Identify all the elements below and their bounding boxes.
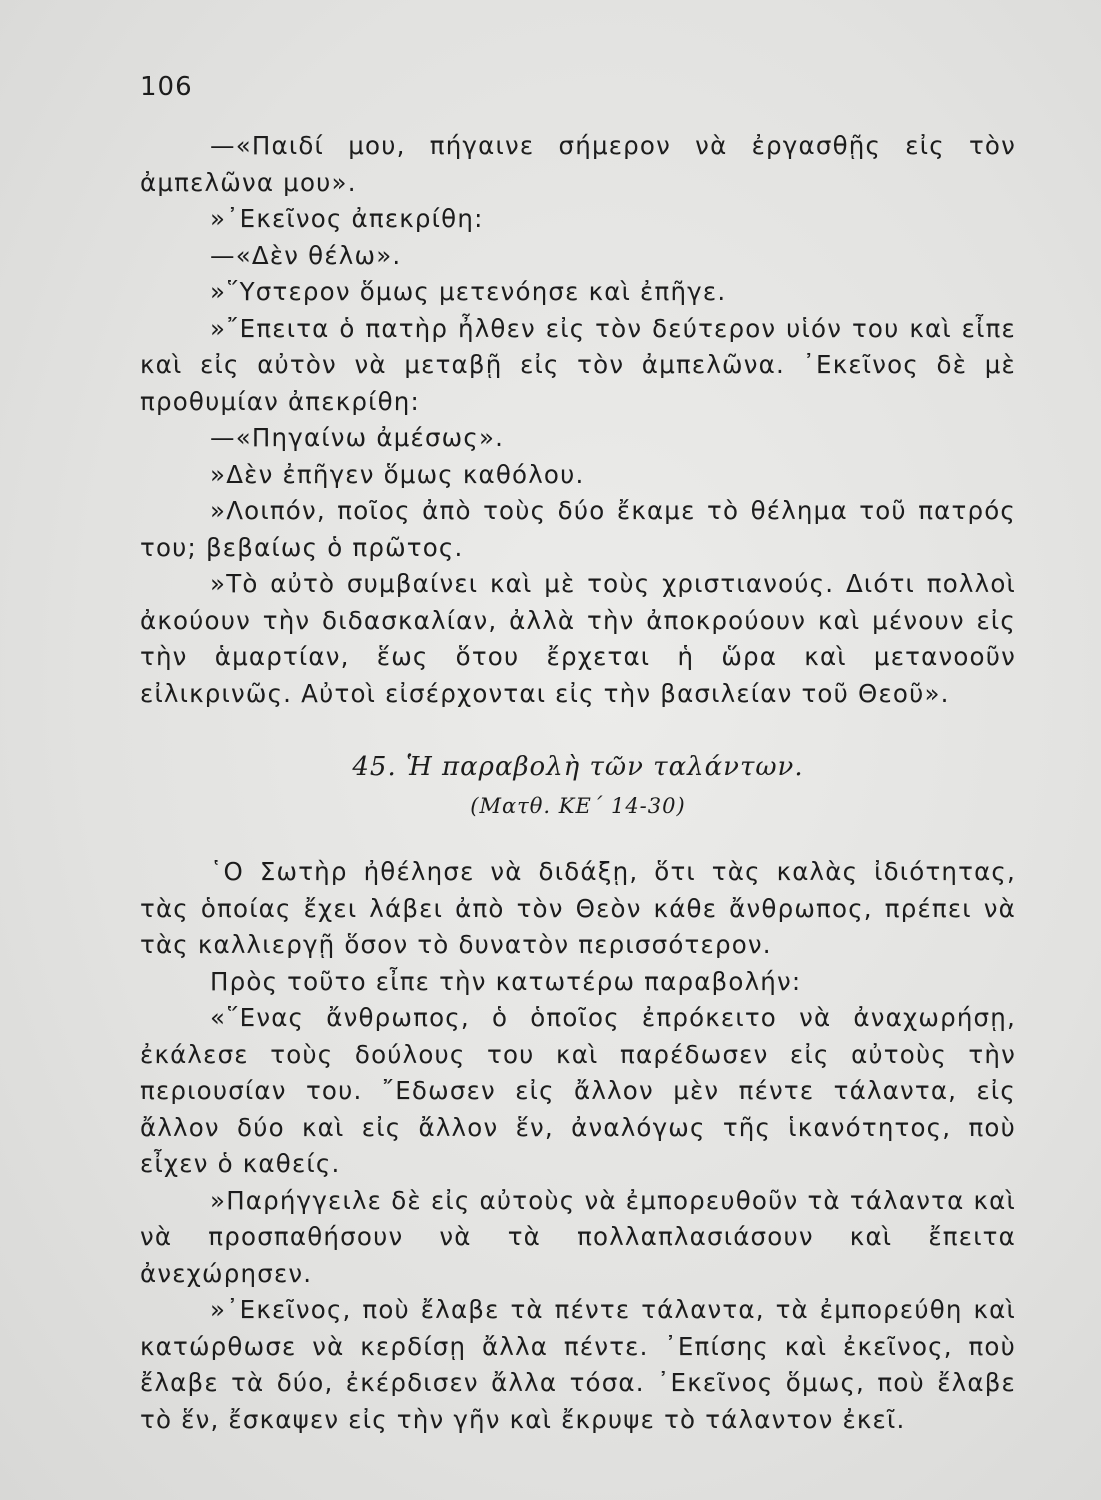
paragraph: »῎Επειτα ὁ πατὴρ ἦλθεν εἰς τὸν δεύτερον υἱόν του καὶ εἶπε καὶ εἰς αὐτὸν νὰ μεταβῇ εἰς τὸν ἀμπελῶνα. ᾿Εκεῖνος δὲ μὲ προθυμίαν ἀπεκρίθη: — [140, 313, 1016, 416]
paragraph: »Παρήγγειλε δὲ εἰς αὐτοὺς νὰ ἐμπορευθοῦν τὰ τάλαντα καὶ νὰ προσπαθήσουν νὰ τὰ πολλαπλασιάσουν καὶ ἔπειτα ἀνεχώρησεν. — [140, 1185, 1016, 1288]
page-number: 106 — [140, 72, 193, 102]
paragraph: »Λοιπόν, ποῖος ἀπὸ τοὺς δύο ἔκαμε τὸ θέλημα τοῦ πατρός του; βεβαίως ὁ πρῶτος. — [140, 496, 1016, 562]
paragraph: —«Δὲν θέλω». — [210, 240, 402, 270]
paragraph: »Δὲν ἐπῆγεν ὅμως καθόλου. — [210, 459, 585, 489]
section-heading: 45. Ἡ παραβολὴ τῶν ταλάντων. — [352, 752, 804, 782]
paragraph: »᾿Εκεῖνος, ποὺ ἔλαβε τὰ πέντε τάλαντα, τὰ ἐμπορεύθη καὶ κατώρθωσε νὰ κερδίσῃ ἄλλα πέντε. ᾿Επίσης καὶ ἐκεῖνος, ποὺ ἔλαβε τὰ δύο, ἐκέρδισεν ἄλλα τόσα. ᾿Εκεῖνος ὅμως, ποὺ ἔλαβε τὸ ἕν, ἔσκαψεν εἰς τὴν γῆν καὶ ἔκρυψε τὸ τάλαντον ἐκεῖ. — [140, 1295, 1016, 1434]
story-text-parable-talents — [140, 854, 1016, 1438]
story-text-parable-two-sons — [140, 128, 1016, 712]
paragraph: »Τὸ αὐτὸ συμβαίνει καὶ μὲ τοὺς χριστιανούς. Διότι πολλοὶ ἀκούουν τὴν διδασκαλίαν, ἀλλὰ τὴν ἀποκρούουν καὶ μένουν εἰς τὴν ἁμαρτίαν, ἕως ὅτου ἔρχεται ἡ ὥρα καὶ μετανοοῦν εἰλικρινῶς. Αὐτοὶ εἰσέρχονται εἰς τὴν βασιλείαν τοῦ Θεοῦ». — [140, 569, 1016, 708]
paragraph: «῞Ενας ἄνθρωπος, ὁ ὁποῖος ἐπρόκειτο νὰ ἀναχωρήσῃ, ἐκάλεσε τοὺς δούλους του καὶ παρέδωσεν εἰς αὐτοὺς τὴν περιουσίαν του. ῎Εδωσεν εἰς ἄλλον μὲν πέντε τάλαντα, εἰς ἄλλον δύο καὶ εἰς ἄλλον ἕν, ἀναλόγως τῆς ἱκανότητος, ποὺ εἶχεν ὁ καθείς. — [140, 1003, 1016, 1178]
paragraph: —«Παιδί μου, πήγαινε σήμερον νὰ ἐργασθῇς εἰς τὸν ἀμπελῶνα μου». — [140, 131, 1016, 197]
paragraph: ῾Ο Σωτὴρ ἠθέλησε νὰ διδάξῃ, ὅτι τὰς καλὰς ἰδιότητας, τὰς ὁποίας ἔχει λάβει ἀπὸ τὸν Θεὸν κάθε ἄνθρωπος, πρέπει νὰ τὰς καλλιεργῇ ὅσον τὸ δυνατὸν περισσότερον. — [140, 857, 1016, 959]
paragraph: »῞Υστερον ὅμως μετενόησε καὶ ἐπῆγε. — [210, 277, 727, 306]
paragraph: »᾿Εκεῖνος ἀπεκρίθη: — [210, 204, 484, 233]
paragraph: —«Πηγαίνω ἀμέσως». — [210, 423, 505, 452]
paragraph: Πρὸς τοῦτο εἶπε τὴν κατωτέρω παραβολήν: — [210, 966, 802, 996]
scripture-reference: (Ματθ. ΚΕ΄ 14-30) — [470, 794, 686, 818]
